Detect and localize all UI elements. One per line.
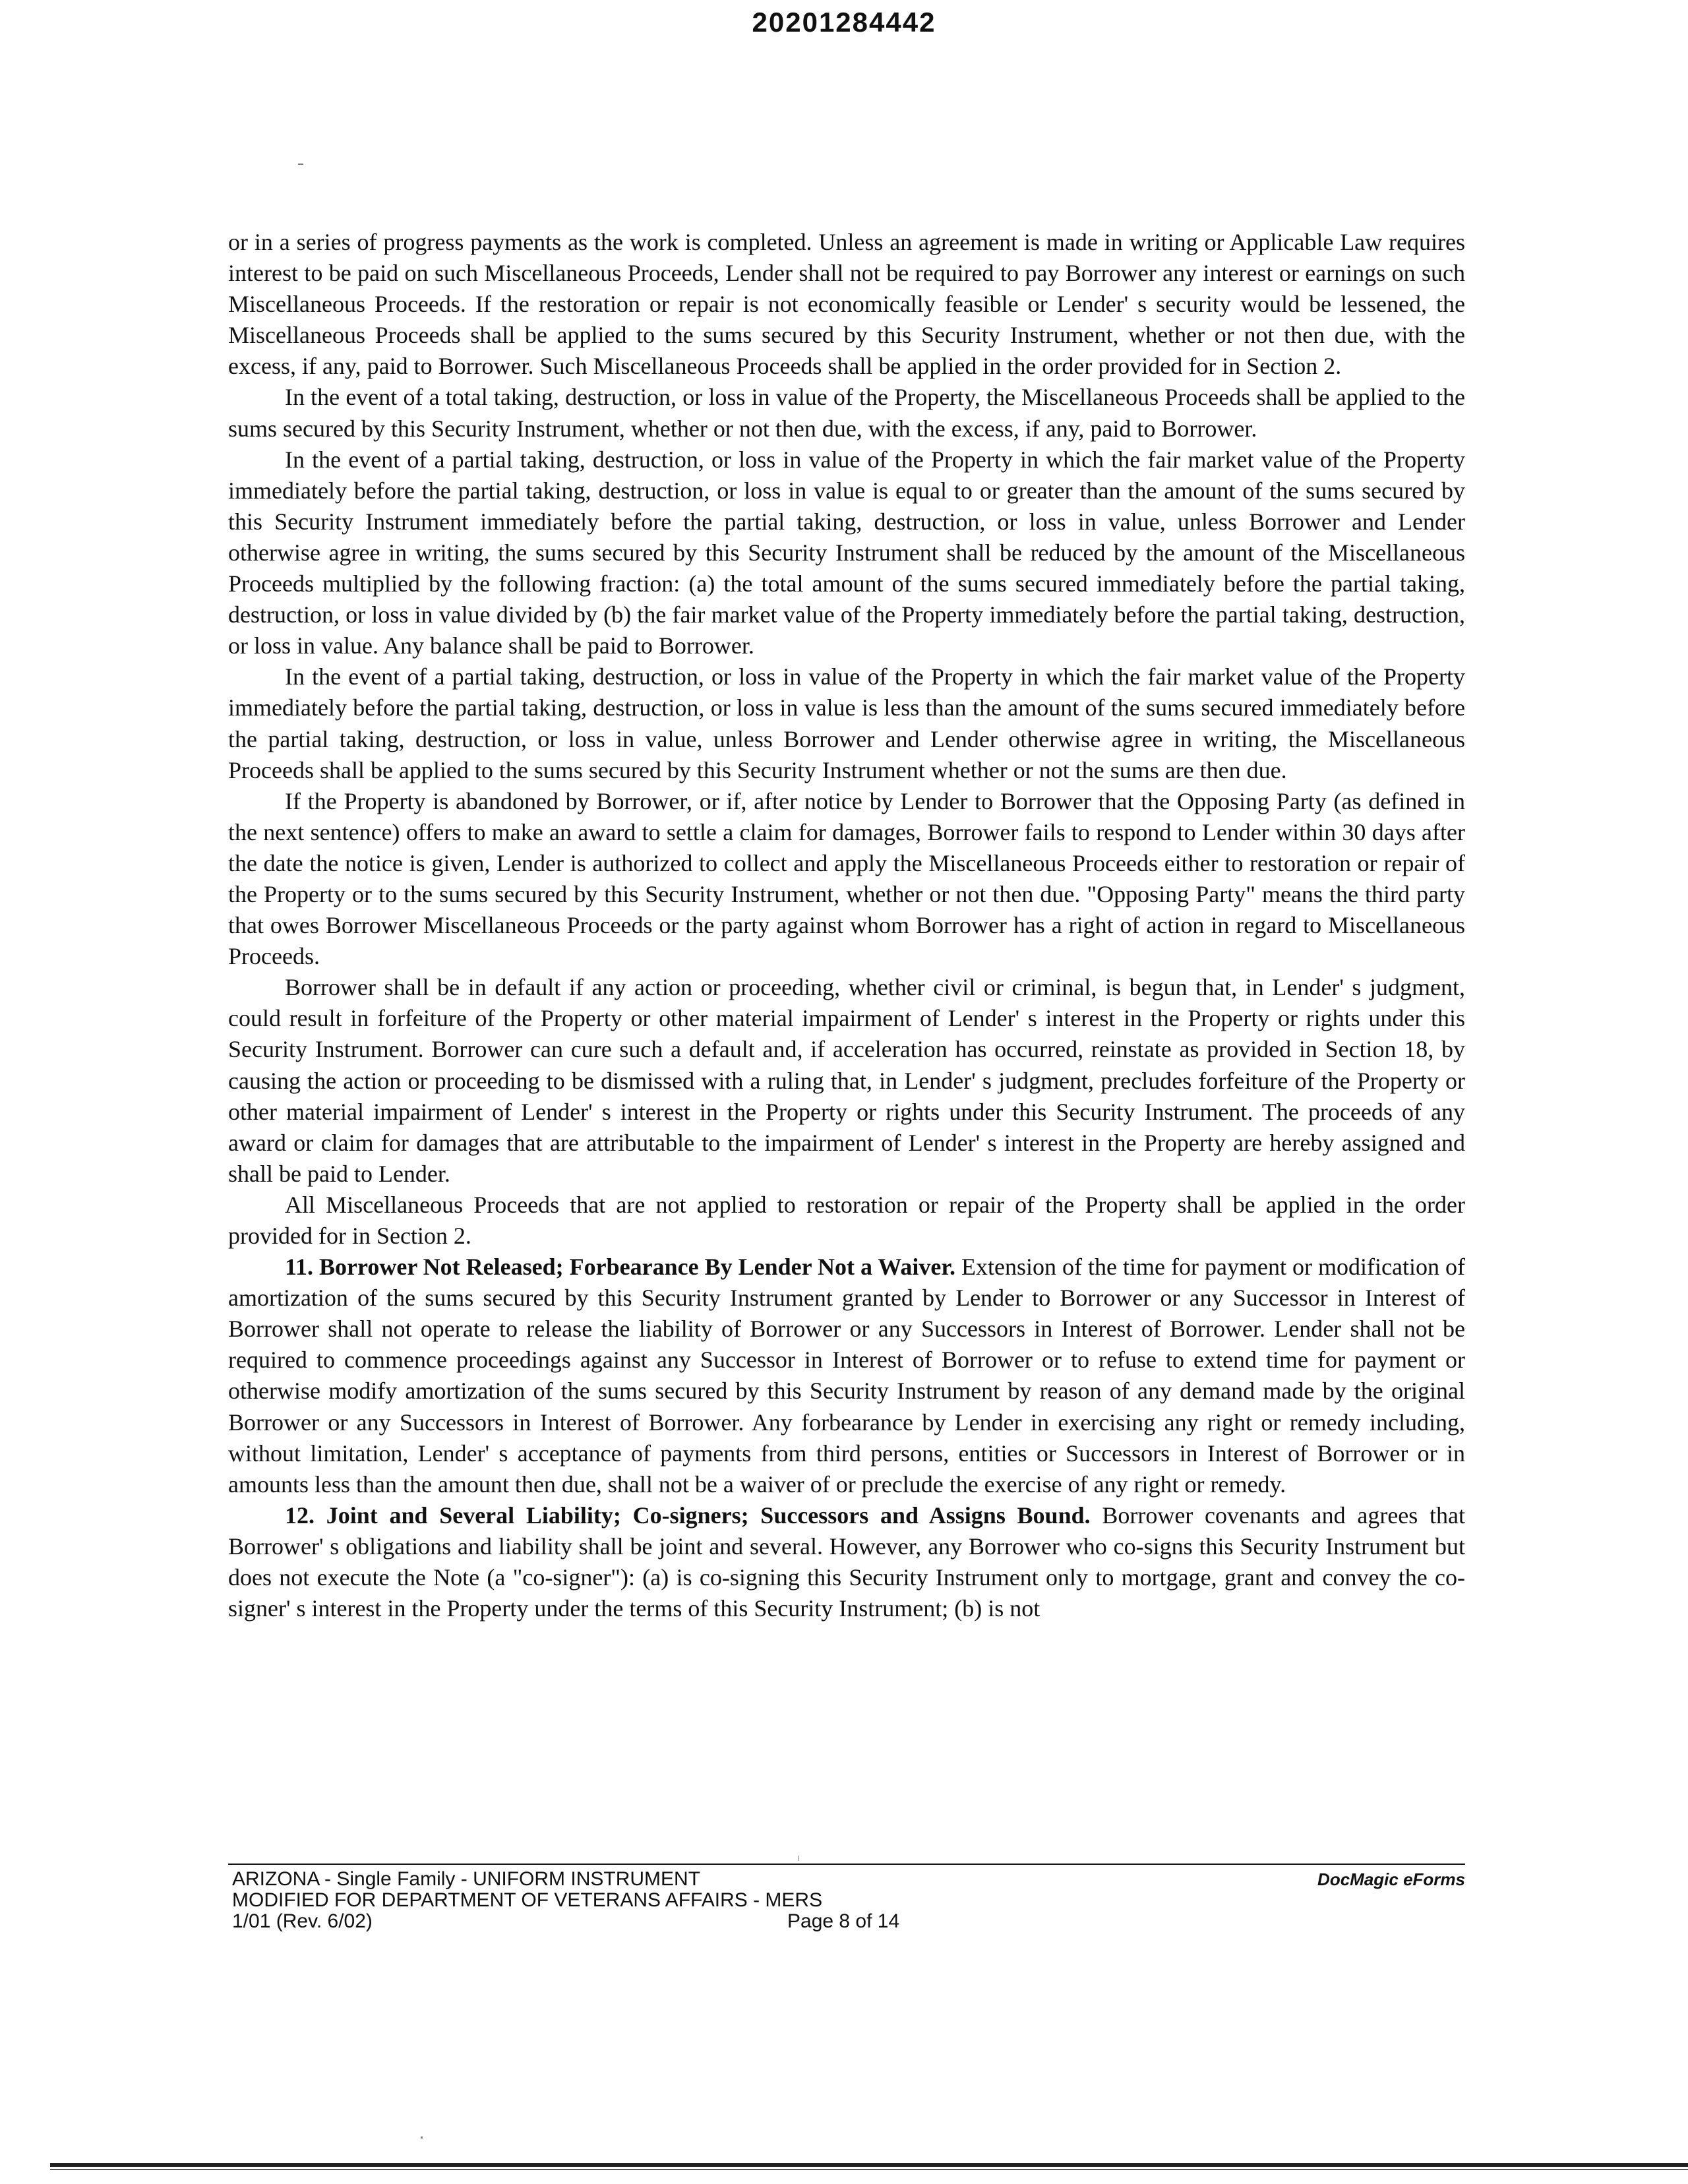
stray-mark — [298, 164, 303, 165]
scan-edge-line — [50, 2169, 1688, 2170]
scan-edge-line — [50, 2163, 1688, 2167]
section-12 — [228, 1500, 1465, 1624]
recording-number: 20201284442 — [752, 7, 936, 38]
docmagic-logo: DocMagic eForms — [1317, 1869, 1465, 1889]
stray-mark — [798, 1856, 799, 1861]
paragraph: In the event of a total taking, destruction, or loss in value of the Property, the Miscellaneous Proceeds shall be applied to the sums secured by this Security Instrument, whether or not then due, with the excess, if any, paid to Borrower. — [228, 384, 1465, 442]
paragraph: In the event of a partial taking, destruction, or loss in value of the Property in which the fair market value of the Property immediately before the partial taking, destruction, or loss in value is less than the amount of the sums secured immediately before the partial taking, destruction, or loss in value, unless Borrower and Lender otherwise agree in writing, the Miscellaneous Proceeds shall be applied to the sums secured by this Security Instrument whether or not the sums are then due. — [228, 663, 1465, 783]
paragraph: Borrower shall be in default if any action or proceeding, whether civil or criminal, is begun that, in Lender' s judgment, could result in forfeiture of the Property or other material impairment of Lender' s interest in the Property or rights under this Security Instrument. Borrower can cure such a default and, if acceleration has occurred, reinstate as provided in Section 18, by causing the action or proceeding to be dismissed with a ruling that, in Lender' s judgment, precludes forfeiture of the Property or other material impairment of Lender' s interest in the Property or rights under this Security Instrument. The proceeds of any award or claim for damages that are attributable to the impairment of Lender' s interest in the Property are hereby assigned and shall be paid to Lender. — [228, 974, 1465, 1187]
footer-divider — [228, 1864, 1465, 1865]
footer-form-revision: 1/01 (Rev. 6/02) — [232, 1910, 373, 1932]
form-footer — [232, 1869, 1465, 1932]
section-11-heading: 11. Borrower Not Released; Forbearance By Lender Not a Waiver. — [285, 1254, 956, 1281]
paragraph: or in a series of progress payments as the work is completed. Unless an agreement is made in writing or Applicable Law requires interest to be paid on such Miscellaneous Proceeds, Lender shall not be required to pay Borrower any interest or earnings on such Miscellaneous Proceeds. If the restoration or repair is not economically feasible or Lender' s security would be lessened, the Miscellaneous Proceeds shall be applied to the sums secured by this Security Instrument, whether or not then due, with the excess, if any, paid to Borrower. Such Miscellaneous Proceeds shall be applied in the order provided for in Section 2. — [228, 229, 1465, 380]
paragraph: If the Property is abandoned by Borrower, or if, after notice by Lender to Borrower that the Opposing Party (as defined in the next sentence) offers to make an award to settle a claim for damages, Borrower fails to respond to Lender within 30 days after the date the notice is given, Lender is authorized to collect and apply the Miscellaneous Proceeds either to restoration or repair of the Property or to the sums secured by this Security Instrument, whether or not then due. "Opposing Party" means the third party that owes Borrower Miscellaneous Proceeds or the party against whom Borrower has a right of action in regard to Miscellaneous Proceeds. — [228, 787, 1465, 970]
section-12-heading: 12. Joint and Several Liability; Co-signers; Successors and Assigns Bound. — [285, 1502, 1091, 1529]
section-12-text: Borrower covenants and agrees that Borrower' s obligations and liability shall be joint and several. However, any Borrower who co-signs this Security Instrument but does not execute the Note (a "co-signer"): (a) is co-signing this Security Instrument only to mortgage, grant and convey the co-signer' s interest in the Property under the terms of this Security Instrument; (b) is not — [228, 1502, 1465, 1622]
section-11-text: Extension of the time for payment or modification of amortization of the sums secured by this Security Instrument granted by Lender to Borrower or any Successor in Interest of Borrower shall not operate to release the liability of Borrower or any Successors in Interest of Borrower. Lender shall not be required to commence proceedings against any Successor in Interest of Borrower or to refuse to extend time for payment or otherwise modify amortization of the sums secured by this Security Instrument by reason of any demand made by the original Borrower or any Successors in Interest of Borrower. Any forbearance by Lender in exercising any right or remedy including, without limitation, Lender' s acceptance of payments from third persons, entities or Successors in Interest of Borrower or in amounts less than the amount then due, shall not be a waiver of or preclude the exercise of any right or remedy. — [228, 1254, 1466, 1498]
footer-form-title: ARIZONA - Single Family - UNIFORM INSTRUMENT — [232, 1868, 701, 1890]
paragraph: In the event of a partial taking, destruction, or loss in value of the Property in which the fair market value of the Property immediately before the partial taking, destruction, or loss in value is equal to or greater than the amount of the sums secured by this Security Instrument immediately before the partial taking, destruction, or loss in value, unless Borrower and Lender otherwise agree in writing, the sums secured by this Security Instrument shall be reduced by the amount of the Miscellaneous Proceeds multiplied by the following fraction: (a) the total amount of the sums secured immediately before the partial taking, destruction, or loss in value divided by (b) the fair market value of the Property immediately before the partial taking, destruction, or loss in value. Any balance shall be paid to Borrower. — [228, 446, 1465, 659]
paragraph: All Miscellaneous Proceeds that are not applied to restoration or repair of the Property shall be applied in the order provided for in Section 2. — [228, 1191, 1465, 1249]
footer-form-modification: MODIFIED FOR DEPARTMENT OF VETERANS AFFAIRS - MERS — [232, 1889, 823, 1911]
page-number: Page 8 of 14 — [787, 1910, 900, 1932]
stray-mark — [421, 2137, 423, 2138]
section-11 — [228, 1252, 1465, 1500]
document-body — [228, 227, 1465, 1624]
